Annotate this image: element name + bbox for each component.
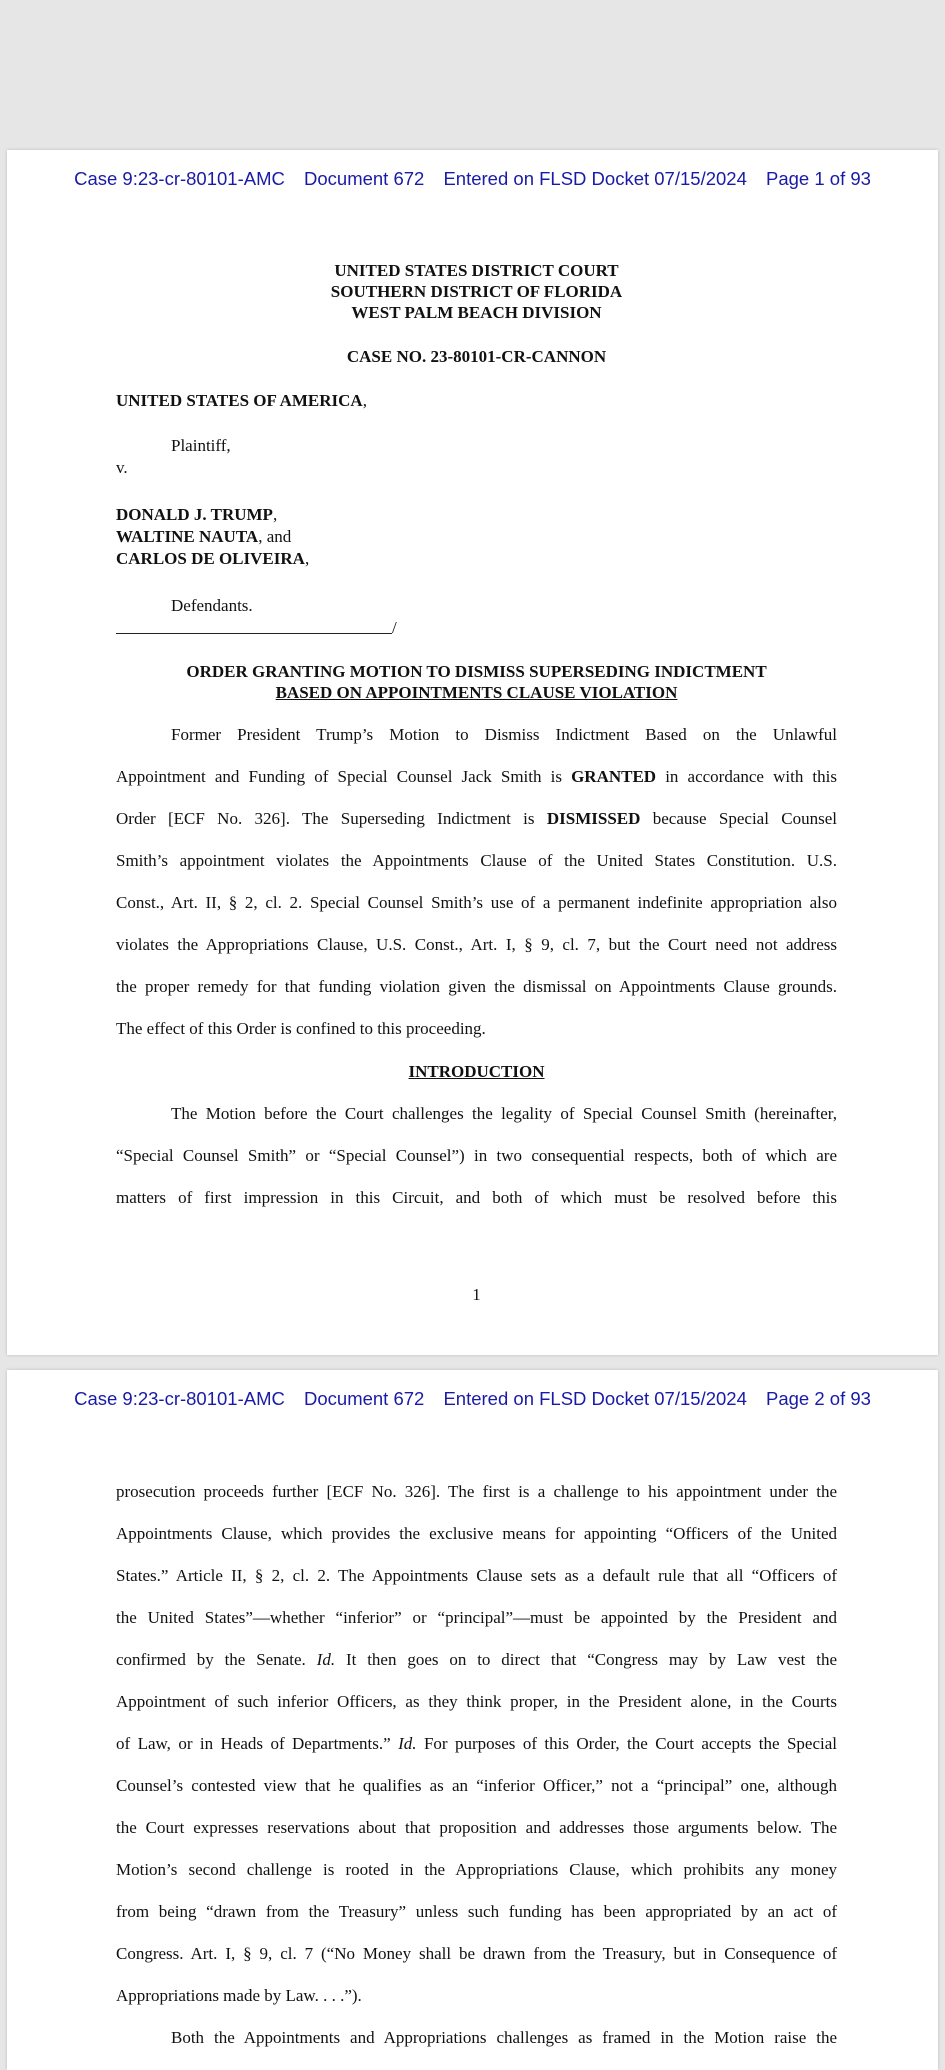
page-1-body xyxy=(116,150,837,1355)
page-2-paragraph xyxy=(116,1471,837,2059)
defendant-1: DONALD J. TRUMP xyxy=(116,505,273,524)
plaintiff-name: UNITED STATES OF AMERICA xyxy=(116,391,363,410)
defendant-2-suffix: , and xyxy=(258,527,292,546)
plaintiff-label: Plaintiff, xyxy=(171,436,231,455)
versus: v. xyxy=(116,458,128,477)
caption-slash: / xyxy=(392,618,397,637)
order-title xyxy=(116,661,837,703)
p2b-line-2: Appointments Clause, which provides the exclusive means for appointing “Officers of the United xyxy=(116,1524,837,1543)
p1-line-4: Smith’s appointment violates the Appointments Clause of the United States Constitution. U.S. xyxy=(116,851,837,870)
caption-rule xyxy=(116,633,392,634)
p1-line-8: The effect of this Order is confined to this proceeding. xyxy=(116,1019,486,1038)
defendants-block: DONALD J. TRUMP, WALTINE NAUTA, and CARLOS DE OLIVEIRA, xyxy=(116,505,310,568)
p1-line-1: Former President Trump’s Motion to Dismiss Indictment Based on the Unlawful xyxy=(171,725,837,744)
order-title-line-1: ORDER GRANTING MOTION TO DISMISS SUPERSEDING INDICTMENT xyxy=(186,662,767,681)
defendant-2: WALTINE NAUTA xyxy=(116,527,259,546)
p2b-line-11: from being “drawn from the Treasury” unless such funding has been appropriated by an act of xyxy=(116,1902,837,1921)
p2b-line-14: Both the Appointments and Appropriations challenges as framed in the Motion raise the xyxy=(171,2028,837,2047)
id-citation: Id. xyxy=(316,1650,336,1669)
p2b-line-9: the Court expresses reservations about that proposition and addresses those arguments below. The xyxy=(116,1818,837,1837)
case-number: CASE NO. 23-80101-CR-CANNON xyxy=(346,347,607,366)
p2b-line-12: Congress. Art. I, § 9, cl. 7 (“No Money shall be drawn from the Treasury, but in Consequence of xyxy=(116,1944,837,1963)
page-2-body xyxy=(116,1370,837,2048)
document-page-2 xyxy=(7,1370,938,2070)
header-document: Document 672 xyxy=(304,1388,425,1409)
p2b-line-7: of Law, or in Heads of Departments.” Id. For purposes of this Order, the Court accepts the Special xyxy=(116,1734,837,1753)
p2b-line-8: Counsel’s contested view that he qualifies as an “inferior Officer,” not a “principal” one, although xyxy=(116,1776,837,1795)
p1-line-5: Const., Art. II, § 2, cl. 2. Special Counsel Smith’s use of a permanent indefinite appropriation also xyxy=(116,893,837,912)
header-document: Document 672 xyxy=(304,168,425,189)
order-title-line-2: BASED ON APPOINTMENTS CLAUSE VIOLATION xyxy=(275,683,678,702)
p2-line-3: matters of first impression in this Circuit, and both of which must be resolved before this xyxy=(116,1188,837,1207)
court-line-1: UNITED STATES DISTRICT COURT xyxy=(334,261,619,280)
paragraph-1 xyxy=(116,714,837,1050)
court-caption xyxy=(116,260,837,323)
p2b-line-3: States.” Article II, § 2, cl. 2. The Appointments Clause sets as a default rule that all “Officers of xyxy=(116,1566,837,1585)
section-heading-introduction: INTRODUCTION xyxy=(408,1062,545,1081)
court-line-2: SOUTHERN DISTRICT OF FLORIDA xyxy=(330,282,623,301)
p1-line-3: Order [ECF No. 326]. The Superseding Indictment is DISMISSED because Special Counsel xyxy=(116,809,838,828)
p2b-line-5: confirmed by the Senate. Id. It then goes on to direct that “Congress may by Law vest the xyxy=(116,1650,837,1669)
header-entered: Entered on FLSD Docket 07/15/2024 xyxy=(443,168,747,189)
header-page: Page 1 of 93 xyxy=(766,168,871,189)
p2b-line-4: the United States”—whether “inferior” or “principal”—must be appointed by the President and xyxy=(116,1608,837,1627)
p2b-line-6: Appointment of such inferior Officers, as they think proper, in the President alone, in the Courts xyxy=(116,1692,837,1711)
plaintiff-block: UNITED STATES OF AMERICA, xyxy=(116,391,367,410)
defendant-3: CARLOS DE OLIVEIRA xyxy=(116,549,305,568)
header-case: Case 9:23-cr-80101-AMC xyxy=(74,168,285,189)
id-citation: Id. xyxy=(398,1734,417,1753)
header-page: Page 2 of 93 xyxy=(766,1388,871,1409)
header-entered: Entered on FLSD Docket 07/15/2024 xyxy=(443,1388,747,1409)
defendants-label: Defendants. xyxy=(171,596,253,615)
p2-line-2: “Special Counsel Smith” or “Special Counsel”) in two consequential respects, both of which are xyxy=(116,1146,837,1165)
header-case: Case 9:23-cr-80101-AMC xyxy=(74,1388,285,1409)
paragraph-2 xyxy=(116,1093,837,1219)
dismissed-text: DISMISSED xyxy=(546,809,641,828)
p2b-line-10: Motion’s second challenge is rooted in the Appropriations Clause, which prohibits any money xyxy=(116,1860,837,1879)
document-page-1 xyxy=(7,150,938,1355)
p1-line-7: the proper remedy for that funding violation given the dismissal on Appointments Clause grounds. xyxy=(116,977,837,996)
p1-line-6: violates the Appropriations Clause, U.S. Const., Art. I, § 9, cl. 7, but the Court need not address xyxy=(116,935,837,954)
court-line-3: WEST PALM BEACH DIVISION xyxy=(351,303,602,322)
p2b-line-13: Appropriations made by Law. . . .”). xyxy=(116,1986,362,2005)
p1-line-2: Appointment and Funding of Special Counsel Jack Smith is GRANTED in accordance with this xyxy=(116,767,837,786)
p2-line-1: The Motion before the Court challenges the legality of Special Counsel Smith (hereinafter, xyxy=(171,1104,837,1123)
p2b-line-1: prosecution proceeds further [ECF No. 326]. The first is a challenge to his appointment under the xyxy=(116,1482,837,1501)
granted-text: GRANTED xyxy=(571,767,657,786)
page-number: 1 xyxy=(472,1285,481,1304)
